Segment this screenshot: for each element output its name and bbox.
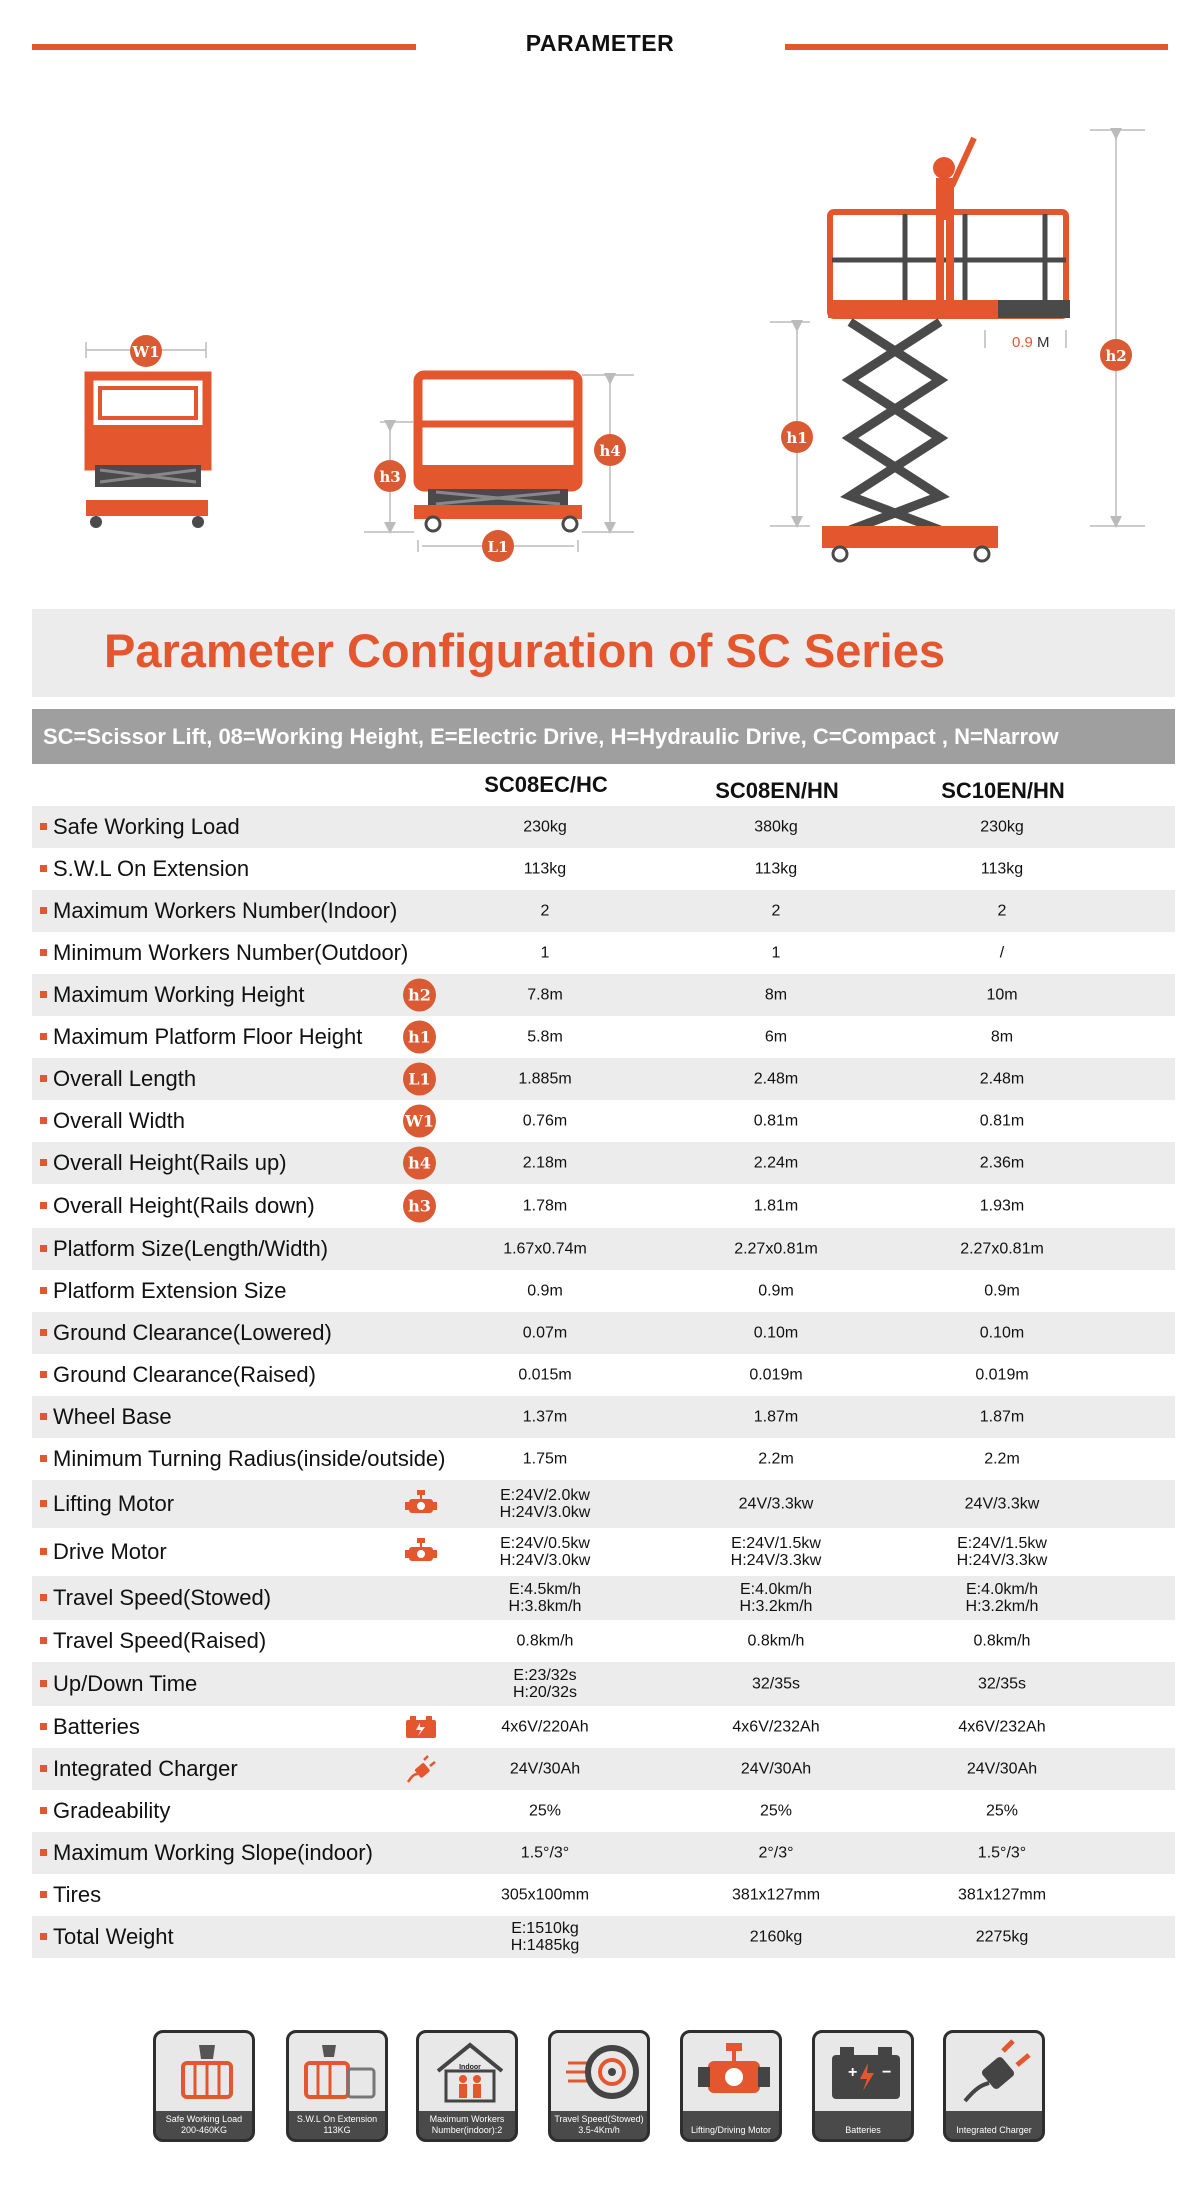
row-label [40,1756,238,1782]
cell-value: E:4.0km/h H:3.2km/h [965,1581,1039,1615]
bullet-square [40,949,47,956]
cell-value: 6m [764,1028,788,1046]
column-header-3: SC10EN/HN [941,778,1065,803]
cell-value: 32/35s [977,1675,1027,1693]
side-view-lift [364,375,634,552]
cell-value: 2.48m [979,1070,1025,1088]
table-row [32,1228,1175,1270]
cell-value: 24V/3.3kw [738,1495,814,1513]
cell-value: 5.8m [527,1028,563,1046]
bullet-square [40,823,47,830]
row-label [40,1236,328,1262]
row-label [40,1539,167,1565]
feature-card [943,2030,1045,2142]
bullet-square [40,1594,47,1601]
row-label [40,1585,271,1611]
badge-h2 [1100,339,1132,371]
row-label-text: Up/Down Time [53,1671,198,1696]
cell-value: 1 [540,944,550,962]
page-title: PARAMETER [525,30,675,56]
feature-card [153,2030,255,2142]
row-label-text: Total Weight [53,1924,174,1949]
cell-value: 1.78m [522,1197,568,1215]
cell-value: 113kg [523,860,567,878]
dimension-badge: h4 [403,1147,436,1180]
feature-card [680,2030,782,2142]
cell-value: 24V/30Ah [740,1760,812,1778]
row-label [40,1840,373,1866]
row-label-text: Maximum Platform Floor Height [53,1024,363,1049]
table-row [32,1480,1175,1528]
table-row [32,1270,1175,1312]
cell-value: 0.9m [527,1282,563,1300]
bullet-square [40,1680,47,1687]
svg-text:h1: h1 [786,429,808,447]
bullet-square [40,1891,47,1898]
row-label-text: Platform Size(Length/Width) [53,1236,329,1261]
cell-value: 32/35s [751,1675,801,1693]
table-row [32,1528,1175,1576]
motor-icon [404,1489,438,1519]
feature-card-art [156,2033,252,2111]
row-label-text: Drive Motor [53,1539,167,1564]
row-label-text: Safe Working Load [53,814,240,839]
battery-icon [404,1712,438,1742]
cell-value: 4x6V/220Ah [501,1718,589,1736]
table-row [32,1312,1175,1354]
table-row [32,1438,1175,1480]
bullet-square [40,1117,47,1124]
cell-value: 2 [997,902,1007,920]
row-label [40,1714,140,1740]
row-label [40,940,408,966]
badge-w1 [130,335,162,367]
cell-value: 8m [764,986,788,1004]
row-label [40,1278,287,1304]
cell-value: E:24V/1.5kw H:24V/3.3kw [956,1535,1048,1569]
feature-card [416,2030,518,2142]
svg-text:h3: h3 [379,468,401,486]
column-header-1: SC08EC/HC [484,772,608,797]
bullet-square [40,865,47,872]
feature-card-art [289,2033,385,2111]
cell-value: 2°/3° [758,1844,794,1862]
feature-caption: Batteries [845,2125,881,2135]
cell-value: 2.27x0.81m [960,1240,1044,1258]
row-label-text: Maximum Working Slope(indoor) [53,1840,373,1865]
cell-value: 2.27x0.81m [734,1240,818,1258]
table-row [32,1916,1175,1958]
plug-icon [404,1754,438,1784]
feature-caption: Lifting/Driving Motor [690,2125,772,2135]
row-label-text: Overall Width [53,1108,186,1133]
row-label [40,1446,446,1472]
cell-value: 0.9m [984,1282,1020,1300]
feature-card-art [683,2033,779,2111]
feature-caption: Safe Working Load 200-460KG [165,2114,243,2135]
row-label [40,1798,170,1824]
row-label-text: Travel Speed(Raised) [53,1628,267,1653]
cell-value: 25% [985,1802,1019,1820]
row-label [40,814,240,840]
badge-h3 [374,460,406,492]
dimension-badge: W1 [403,1105,436,1138]
dimension-badge: h1 [403,1021,436,1054]
bullet-square [40,1500,47,1507]
cell-value: 2.24m [753,1154,799,1172]
row-label [40,1491,174,1517]
cell-value: 2.36m [979,1154,1025,1172]
table-row [32,848,1175,890]
cell-value: E:24V/0.5kw H:24V/3.0kw [499,1535,591,1569]
row-label [40,1108,185,1134]
row-label-text: Maximum Working Height [53,982,305,1007]
config-title: Parameter Configuration of SC Series [104,624,945,677]
row-label-text: Ground Clearance(Lowered) [53,1320,332,1345]
row-label-text: Platform Extension Size [53,1278,287,1303]
cell-value: 0.10m [753,1324,799,1342]
cell-value: E:24V/2.0kw H:24V/3.0kw [499,1487,591,1521]
svg-text:+: + [848,2064,858,2081]
cell-value: 0.019m [749,1366,803,1384]
bullet-square [40,1723,47,1730]
cell-value: 1.87m [753,1408,799,1426]
row-label-text: Integrated Charger [53,1756,238,1781]
cell-value: 2.18m [522,1154,568,1172]
table-row [32,1058,1175,1100]
table-row [32,974,1175,1016]
row-label [40,1924,174,1950]
bullet-square [40,1329,47,1336]
table-row [32,1396,1175,1438]
cell-value: 1.87m [979,1408,1025,1426]
cell-value: 24V/30Ah [509,1760,581,1778]
table-row [32,1832,1175,1874]
row-label-text: Wheel Base [53,1404,172,1429]
feature-card [548,2030,650,2142]
svg-text:W1: W1 [132,343,160,361]
row-label-text: Overall Height(Rails down) [53,1193,315,1218]
row-label [40,1362,316,1388]
table-row [32,1576,1175,1620]
feature-card-art [419,2033,515,2111]
feature-caption: Travel Speed(Stowed) 3.5-4Km/h [554,2114,644,2135]
feature-caption: S.W.L On Extension 113KG [296,2114,378,2135]
cell-value: E:1510kg H:1485kg [510,1920,580,1954]
cell-value: 2275kg [975,1928,1029,1946]
row-label-text: Gradeability [53,1798,171,1823]
cell-value: 0.019m [975,1366,1029,1384]
bullet-square [40,1287,47,1294]
cell-value: 0.8km/h [516,1632,574,1650]
cell-value: 1.75m [522,1450,568,1468]
cell-value: 230kg [523,818,567,836]
row-label [40,1671,197,1697]
row-label [40,1024,362,1050]
cell-value: 7.8m [527,986,563,1004]
badge-h4 [594,434,626,466]
cell-value: 4x6V/232Ah [732,1718,820,1736]
table-row [32,890,1175,932]
table-row [32,1662,1175,1706]
row-label [40,1150,287,1176]
table-row [32,1354,1175,1396]
cell-value: 2 [771,902,781,920]
table-row [32,932,1175,974]
table-row [32,1706,1175,1748]
row-label [40,982,304,1008]
table-row [32,1184,1175,1228]
feature-card [812,2030,914,2142]
cell-value: 1.885m [518,1070,572,1088]
cell-value: 1 [771,944,781,962]
bullet-square [40,1765,47,1772]
cell-value: 1.67x0.74m [503,1240,587,1258]
table-row [32,1620,1175,1662]
cell-value: 1.37m [522,1408,568,1426]
bullet-square [40,1075,47,1082]
row-label-text: Minimum Turning Radius(inside/outside) [53,1446,446,1471]
feature-card-art [551,2033,647,2111]
cell-value: 8m [990,1028,1014,1046]
table-row [32,1790,1175,1832]
parameter-table [32,806,1175,1958]
feature-icon-strip [0,2030,1200,2160]
cell-value: E:23/32s H:20/32s [512,1667,578,1701]
cell-value: 10m [986,986,1018,1004]
cell-value: 1.5°/3° [520,1844,570,1862]
cell-value: 1.93m [979,1197,1025,1215]
row-label-text: Travel Speed(Stowed) [53,1585,272,1610]
cell-value: 2160kg [749,1928,803,1946]
bullet-square [40,991,47,998]
row-label [40,1320,332,1346]
raised-view-lift [770,130,1145,561]
header-rule-right [785,44,1168,50]
cell-value: 1.81m [753,1197,799,1215]
row-label-text: S.W.L On Extension [53,856,250,881]
cell-value: E:4.0km/h H:3.2km/h [739,1581,813,1615]
cell-value: 0.015m [518,1366,572,1384]
table-row [32,1100,1175,1142]
feature-caption: Maximum Workers Number(indoor):2 [429,2114,505,2135]
cell-value: 2 [540,902,550,920]
row-label-text: Batteries [53,1714,140,1739]
table-row [32,1142,1175,1184]
cell-value: 0.07m [522,1324,568,1342]
cell-value: 0.8km/h [973,1632,1031,1650]
bullet-square [40,1933,47,1940]
bullet-square [40,1548,47,1555]
cell-value: 230kg [980,818,1024,836]
cell-value: 4x6V/232Ah [958,1718,1046,1736]
series-legend: SC=Scissor Lift, 08=Working Height, E=Electric Drive, H=Hydraulic Drive, C=Compact , N=Narrow [32,709,1175,764]
cell-value: 113kg [980,860,1024,878]
cell-value: / [999,944,1005,962]
row-label-text: Ground Clearance(Raised) [53,1362,316,1387]
bullet-square [40,1033,47,1040]
row-label [40,1882,101,1908]
cell-value: 24V/30Ah [966,1760,1038,1778]
feature-caption: Integrated Charger [956,2125,1032,2135]
dimension-badge: h3 [403,1190,436,1223]
cell-value: 0.81m [979,1112,1025,1130]
cell-value: 25% [528,1802,562,1820]
cell-value: 25% [759,1802,793,1820]
row-label [40,898,397,924]
svg-text:−: − [882,2064,892,2081]
row-label-text: Overall Height(Rails up) [53,1150,287,1175]
lift-diagrams [0,90,1200,570]
cell-value: 0.10m [979,1324,1025,1342]
cell-value: 381x127mm [731,1886,821,1904]
badge-l1 [482,530,514,562]
cell-value: E:4.5km/h H:3.8km/h [508,1581,582,1615]
cell-value: 0.8km/h [747,1632,805,1650]
bullet-square [40,1202,47,1209]
cell-value: 2.48m [753,1070,799,1088]
bullet-square [40,1413,47,1420]
cell-value: 380kg [754,818,798,836]
bullet-square [40,1159,47,1166]
cell-value: E:24V/1.5kw H:24V/3.3kw [730,1535,822,1569]
row-label [40,1066,196,1092]
row-label-text: Lifting Motor [53,1491,175,1516]
row-label [40,856,249,882]
row-label-text: Maximum Workers Number(Indoor) [53,898,398,923]
bullet-square [40,1371,47,1378]
config-title-band [32,609,1175,697]
cell-value: 381x127mm [957,1886,1047,1904]
cell-value: 113kg [754,860,798,878]
cell-value: 305x100mm [500,1886,590,1904]
svg-text:h4: h4 [599,442,621,460]
bullet-square [40,907,47,914]
bullet-square [40,1637,47,1644]
dimension-badge: L1 [403,1063,436,1096]
feature-card-art [815,2033,911,2111]
feature-card [286,2030,388,2142]
motor-icon [404,1537,438,1567]
cell-value: 2.2m [984,1450,1020,1468]
bullet-square [40,1807,47,1814]
svg-text:Indoor: Indoor [459,2064,481,2071]
table-row [32,1748,1175,1790]
extension-value: 0.9 [1012,334,1033,351]
section-header [0,0,1200,90]
row-label [40,1404,172,1430]
badge-h1 [781,421,813,453]
cell-value: 0.81m [753,1112,799,1130]
cell-value: 1.5°/3° [977,1844,1027,1862]
table-row [32,806,1175,848]
feature-card-art [946,2033,1042,2111]
table-row [32,1874,1175,1916]
cell-value: 2.2m [758,1450,794,1468]
dimension-badge: h2 [403,979,436,1012]
front-view-lift [86,342,208,528]
cell-value: 24V/3.3kw [964,1495,1040,1513]
bullet-square [40,1849,47,1856]
svg-text:h2: h2 [1105,347,1127,365]
row-label [40,1628,266,1654]
column-header-2: SC08EN/HN [715,778,839,803]
cell-value: 0.76m [522,1112,568,1130]
bullet-square [40,1455,47,1462]
table-row [32,1016,1175,1058]
cell-value: 0.9m [758,1282,794,1300]
extension-unit: M [1037,334,1050,351]
row-label [40,1193,315,1219]
svg-text:L1: L1 [487,538,509,556]
row-label-text: Tires [53,1882,102,1907]
row-label-text: Overall Length [53,1066,197,1091]
row-label-text: Minimum Workers Number(Outdoor) [53,940,409,965]
bullet-square [40,1245,47,1252]
